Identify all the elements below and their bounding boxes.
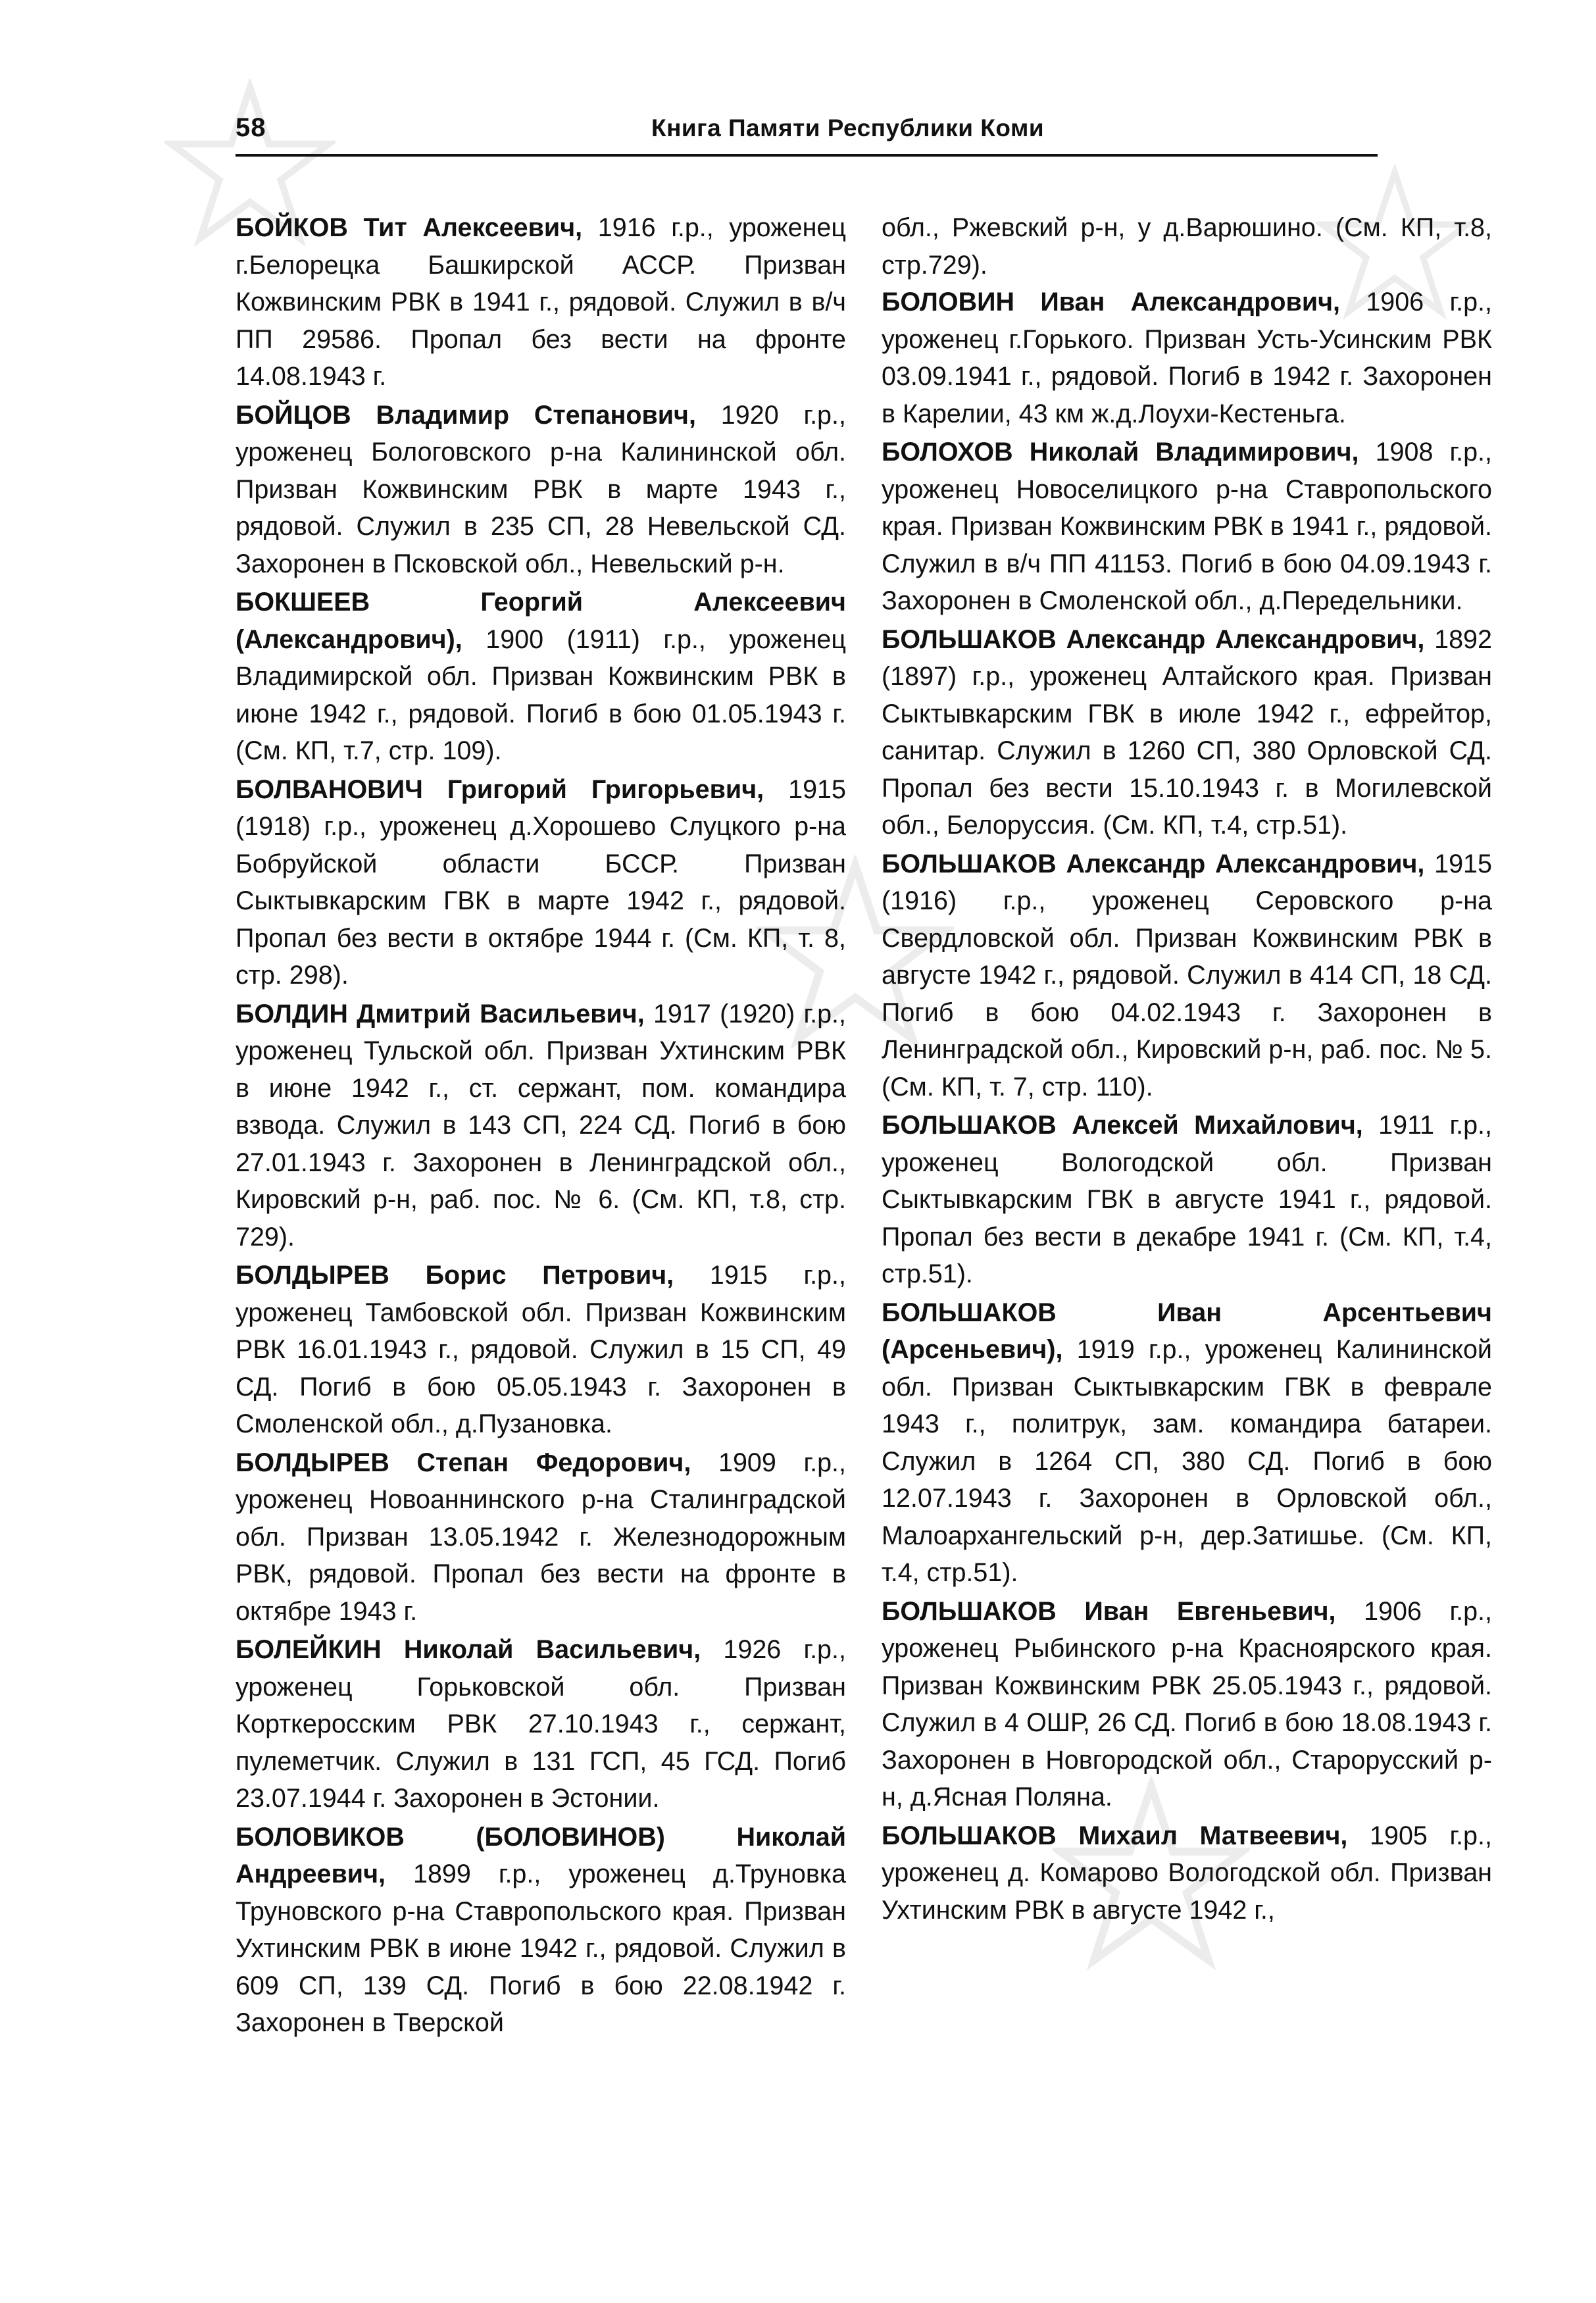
entry-text: 1926 г.р., уроженец Горьковской обл. Призван Корткеросским РВК 27.10.1943 г., сержант, пулеметчик. Служил в 131 ГСП, 45 ГСД. Погиб 23.07.1944 г. Захоронен в Эстонии. xyxy=(236,1635,846,1813)
book-title: Книга Памяти Республики Коми xyxy=(651,114,1045,141)
entry xyxy=(882,1593,1492,1816)
entry xyxy=(236,397,846,583)
entry-name: БОЛЬШАКОВ Михаил Матвеевич, xyxy=(882,1821,1348,1850)
entry-name: БОЛДИН Дмитрий Васильевич, xyxy=(236,999,645,1028)
entry-text: 1919 г.р., уроженец Калининской обл. Призван Сыктывкарским ГВК в феврале 1943 г., политрук, зам. командира батареи. Служил в 1264 СП, 380 СД. Погиб в бою 12.07.1943 г. Захоронен в Орловской обл., Малоархангельский р-н, дер.Затишье. (См. КП, т.4, стр.51). xyxy=(882,1335,1492,1587)
entry-text: 1915 (1918) г.р., уроженец д.Хорошево Слуцкого р-на Бобруйской области БССР. Призван Сыктывкарским ГВК в марте 1942 г., рядовой. Пропал без вести в октябре 1944 г. (См. КП, т. 8, стр. 298). xyxy=(236,774,846,990)
entry-name: БОЛЬШАКОВ Александр Александрович, xyxy=(882,849,1425,878)
entry xyxy=(236,1257,846,1443)
entry-text: 1892 (1897) г.р., уроженец Алтайского края. Призван Сыктывкарским ГВК в июле 1942 г., ефрейтор, санитар. Служил в 1260 СП, 380 Орловской СД. Пропал без вести 15.10.1943 г. в Могилевской обл., Белоруссия. (См. КП, т.4, стр.51). xyxy=(882,624,1492,840)
entry-text: 1909 г.р., уроженец Новоаннинского р-на Сталинградской обл. Призван 13.05.1942 г. Железнодорожным РВК, рядовой. Пропал без вести на фронте в октябре 1943 г. xyxy=(236,1448,846,1626)
entry xyxy=(236,1631,846,1817)
entry-text: 1899 г.р., уроженец д.Труновка Труновского р-на Ставропольского края. Призван Ухтинским РВК в июне 1942 г., рядовой. Служил в 609 СП, 139 СД. Погиб в бою 22.08.1942 г. Захоронен в Тверской xyxy=(236,1860,846,2037)
entry-text: 1911 г.р., уроженец Вологодской обл. Призван Сыктывкарским ГВК в августе 1941 г., рядовой. Пропал без вести в декабре 1941 г. (См. КП, т.4, стр.51). xyxy=(882,1111,1492,1288)
entry-name: БОЛЕЙКИН Николай Васильевич, xyxy=(236,1635,701,1664)
entry-name: БОЛЬШАКОВ Алексей Михайлович, xyxy=(882,1111,1363,1140)
entry-name: БОЙЦОВ Владимир Степанович, xyxy=(236,400,696,430)
entry-text: 1915 (1916) г.р., уроженец Серовского р-на Свердловской обл. Призван Кожвинским РВК в августе 1942 г., рядовой. Служил в 414 СП, 18 СД. Погиб в бою 04.02.1943 г. Захоронен в Ленинградской обл., Кировский р-н, раб. пос. № 5. (См. КП, т. 7, стр. 110). xyxy=(882,849,1492,1101)
entry-name: БОЛДЫРЕВ Борис Петрович, xyxy=(236,1261,674,1290)
entry-continuation: обл., Ржевский р-н, у д.Варюшино. (См. КП, т.8, стр.729). xyxy=(882,213,1492,280)
entry xyxy=(236,1819,846,2042)
entry-text: 1906 г.р., уроженец Рыбинского р-на Красноярского края. Призван Кожвинским РВК 25.05.1943 г., рядовой. Служил в 4 ОШР, 26 СД. Погиб в бою 18.08.1943 г. Захоронен в Новгородской обл., Старорусский р-н, д.Ясная Поляна. xyxy=(882,1596,1492,1811)
entry-name: БОЛОХОВ Николай Владимирович, xyxy=(882,438,1359,467)
entry-text: 1905 г.р., уроженец д. Комарово Вологодской обл. Призван Ухтинским РВК в августе 1942 г., xyxy=(882,1821,1492,1925)
entry-text: 1917 (1920) г.р., уроженец Тульской обл. Призван Ухтинским РВК в июне 1942 г., ст. сержант, пом. командира взвода. Служил в 143 СП, 224 СД. Погиб в бою 27.01.1943 г. Захоронен в Ленинградской обл., Кировский р-н, раб. пос. № 6. (См. КП, т.8, стр. 729). xyxy=(236,999,847,1252)
entry-text: 1900 (1911) г.р., уроженец Владимирской обл. Призван Кожвинским РВК в июне 1942 г., рядовой. Погиб в бою 01.05.1943 г. (См. КП, т.7, стр. 109). xyxy=(236,624,846,765)
running-header xyxy=(236,107,1378,157)
entry-text: 1916 г.р., уроженец г.Белорецка Башкирской АССР. Призван Кожвинским РВК в 1941 г., рядовой. Служил в в/ч ПП 29586. Пропал без вести на фронте 14.08.1943 г. xyxy=(236,213,846,391)
entry-name: БОЛОВИН Иван Александрович, xyxy=(882,288,1341,316)
entry-name: БОЛЬШАКОВ Иван Евгеньевич, xyxy=(882,1596,1336,1626)
entry-name: БОЛДЫРЕВ Степан Федорович, xyxy=(236,1448,691,1477)
entry xyxy=(882,1294,1492,1592)
entry xyxy=(882,621,1492,844)
entry xyxy=(236,584,846,770)
entry-text: 1906 г.р., уроженец г.Горького. Призван Усть-Усинским РВК 03.09.1941 г., рядовой. Погиб в 1942 г. Захоронен в Карелии, 43 км ж.д.Лоухи-Кестеньга. xyxy=(882,288,1492,428)
entry xyxy=(882,434,1492,620)
entry xyxy=(236,1444,846,1631)
entry xyxy=(236,996,846,1256)
entry-name: БОЛВАНОВИЧ Григорий Григорьевич, xyxy=(236,774,764,804)
entry-text: 1908 г.р., уроженец Новоселицкого р-на Ставропольского края. Призван Кожвинским РВК в 1941 г., рядовой. Служил в в/ч ПП 41153. Погиб в бою 04.09.1943 г. Захоронен в Смоленской обл., д.Передельники. xyxy=(882,438,1492,615)
entry xyxy=(882,1817,1492,1929)
entry xyxy=(882,846,1492,1106)
left-column xyxy=(236,209,846,2042)
entry-text: 1920 г.р., уроженец Бологовского р-на Калининской обл. Призван Кожвинским РВК в марте 1943 г., рядовой. Служил в 235 СП, 28 Невельской СД. Захоронен в Псковской обл., Невельский р-н. xyxy=(236,400,846,578)
entry-name: БОЛЬШАКОВ Александр Александрович, xyxy=(882,624,1425,654)
entry-text: 1915 г.р., уроженец Тамбовской обл. Призван Кожвинским РВК 16.01.1943 г., рядовой. Служил в 15 СП, 49 СД. Погиб в бою 05.05.1943 г. Захоронен в Смоленской обл., д.Пузановка. xyxy=(236,1261,846,1438)
entry-name: БОЛЬШАКОВ Иван Арсентьевич (Арсеньевич), xyxy=(882,1298,1492,1364)
entry xyxy=(236,209,846,395)
entry xyxy=(882,1107,1492,1293)
right-column xyxy=(882,209,1492,1929)
entry-name: БОЙКОВ Тит Алексеевич, xyxy=(236,213,583,242)
entry-name: БОКШЕЕВ Георгий Алексеевич (Александрович), xyxy=(236,588,846,654)
entry-name: БОЛОВИКОВ (БОЛОВИНОВ) Николай Андреевич, xyxy=(236,1822,846,1888)
entry xyxy=(882,284,1492,432)
page-number: 58 xyxy=(236,113,266,142)
entry xyxy=(236,771,846,994)
